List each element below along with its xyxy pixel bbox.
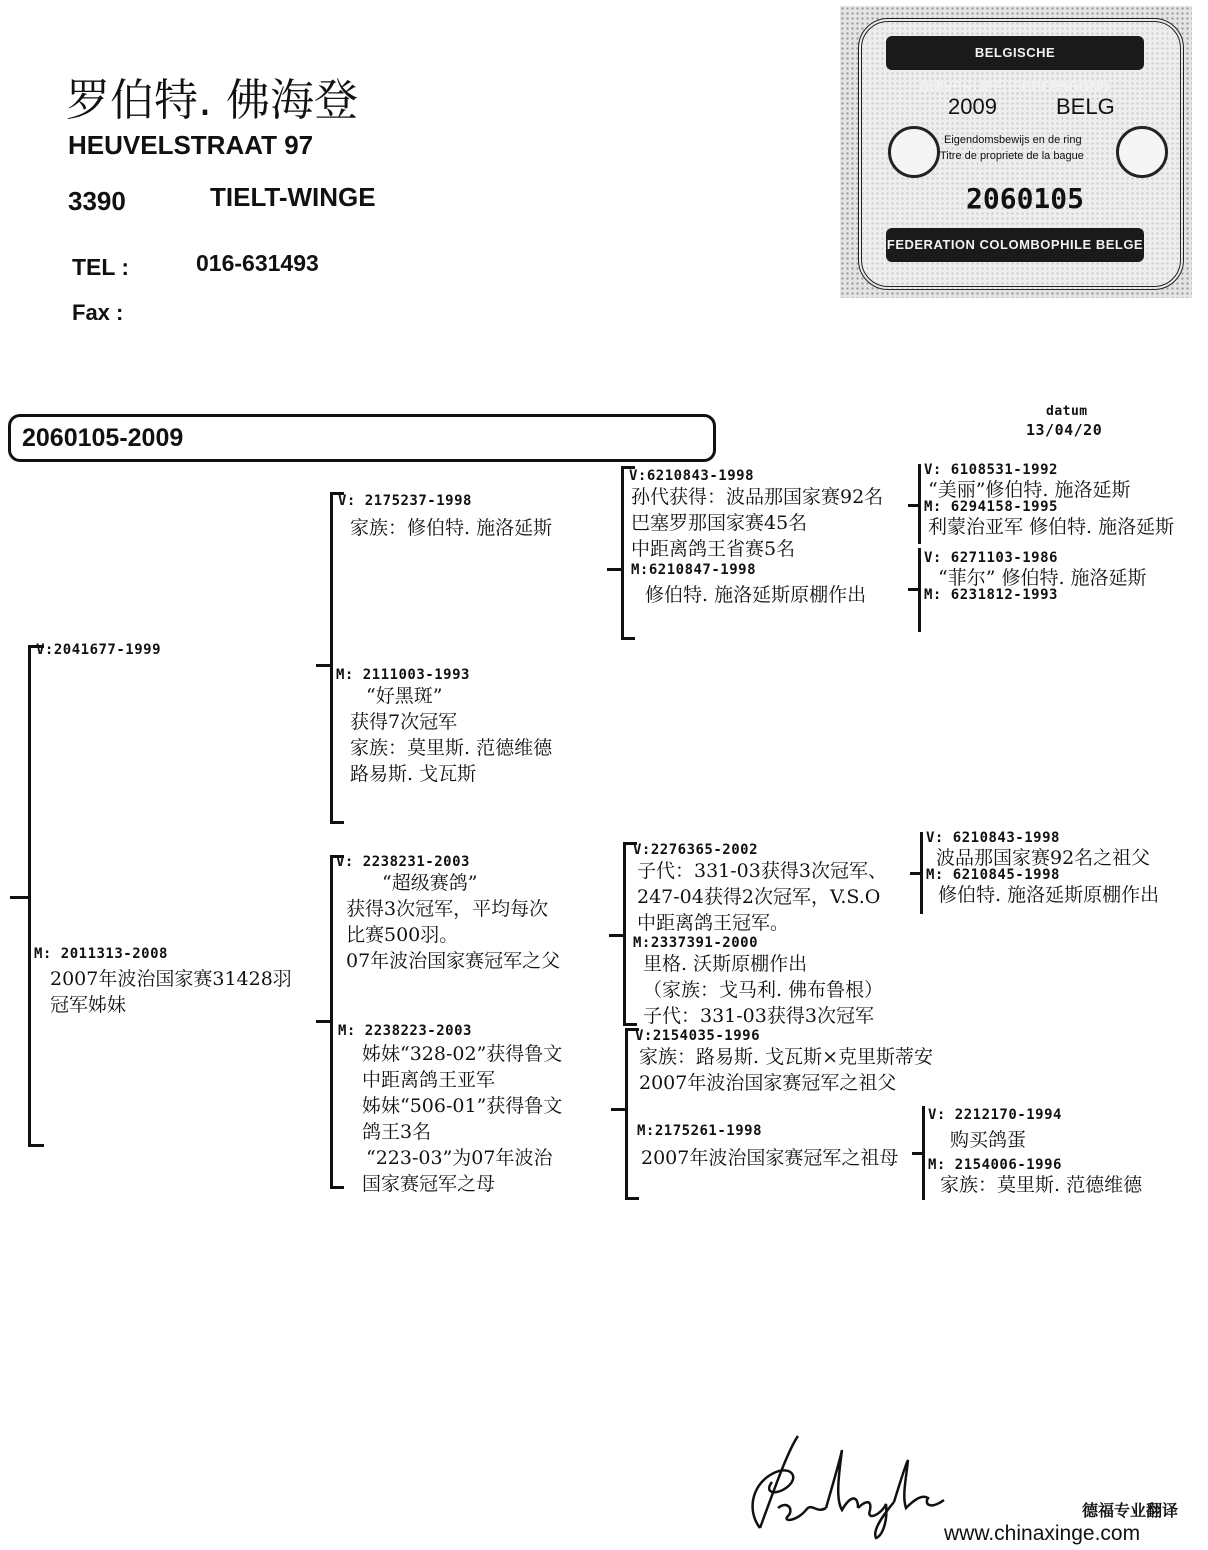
note-line: 中距离鸽王亚军 — [362, 1069, 496, 1091]
ring-id: V: 6271103-1986 — [924, 550, 1058, 566]
note-line: “超级赛鸽” — [382, 872, 478, 894]
ring-id: M: 6231812-1993 — [924, 587, 1058, 603]
dam-sire-entry — [336, 854, 560, 974]
ssdd-entry — [924, 587, 1058, 603]
ddd-entry — [637, 1123, 898, 1171]
certificate-line-nl: Eigendomsbewijs en de ring — [944, 134, 1082, 146]
note-line: 姊妹“506-01”获得鲁文 — [362, 1095, 563, 1117]
ring-id: V: 2175237-1998 — [338, 493, 472, 509]
note-line: 获得3次冠军，平均每次 — [346, 898, 549, 920]
ring-id: V: 2212170-1994 — [928, 1107, 1062, 1123]
note-line: 家族：莫里斯. 范德维德 — [940, 1174, 1143, 1196]
dsd-entry — [633, 935, 883, 1029]
note-line: 家族：修伯特. 施洛延斯 — [350, 517, 553, 539]
note-line: “美丽”修伯特. 施洛延斯 — [928, 479, 1131, 501]
note-line: 子代：331-03获得3次冠军、 — [637, 860, 887, 882]
ring-id: M: 2154006-1996 — [928, 1157, 1062, 1173]
note-line: （家族：戈马利. 佛布鲁根） — [643, 979, 884, 1001]
note-line: 比赛500羽。 — [346, 924, 459, 946]
certificate-number: 2060105 — [966, 182, 1085, 215]
note-line: 姊妹“328-02”获得鲁文 — [362, 1043, 563, 1065]
note-line: “好黑斑” — [366, 685, 443, 707]
website-watermark: www.chinaxinge.com — [944, 1522, 1141, 1545]
ddds-entry — [928, 1107, 1062, 1153]
owner-street: HEUVELSTRAAT 97 — [68, 130, 314, 160]
note-line: 家族：莫里斯. 范德维德 — [350, 737, 553, 759]
note-line: 巴塞罗那国家赛45名 — [631, 512, 808, 534]
note-line: 孙代获得：波品那国家赛92名 — [631, 486, 884, 508]
ring-id: V:2154035-1996 — [635, 1028, 761, 1044]
note-line: 2007年波治国家赛冠军之祖父 — [639, 1072, 897, 1094]
datum-value: 13/04/20 — [1026, 421, 1103, 439]
sire-sire-entry — [338, 493, 552, 541]
owner-name: 罗伯特. 佛海登 — [66, 75, 358, 126]
note-line: 2007年波治国家赛冠军之祖母 — [641, 1147, 899, 1169]
seal-icon — [888, 126, 940, 178]
note-line: 利蒙治亚军 修伯特. 施洛延斯 — [928, 516, 1175, 538]
ring-id: V: 2238231-2003 — [336, 854, 470, 870]
dddd-entry — [928, 1157, 1142, 1197]
ring-id: M:6210847-1998 — [631, 562, 757, 578]
dds-entry — [635, 1028, 933, 1096]
tel-label: TEL : — [72, 254, 130, 280]
note-line: 07年波治国家赛冠军之父 — [346, 950, 561, 972]
note-line: 子代：331-03获得3次冠军 — [643, 1005, 874, 1027]
note-line: 家族：路易斯. 戈瓦斯×克里斯蒂安 — [639, 1046, 933, 1068]
handwritten-signature — [716, 1430, 956, 1540]
certificate-country: BELG — [1056, 94, 1115, 119]
sssd-entry — [924, 499, 1174, 539]
ring-id: M:2337391-2000 — [633, 935, 759, 951]
note-line: 获得7次冠军 — [350, 711, 458, 733]
ring-id: M: 6294158-1995 — [924, 499, 1058, 515]
note-line: 修伯特. 施洛延斯原棚作出 — [938, 884, 1160, 906]
note-line: 中距离鸽王冠军。 — [637, 912, 790, 934]
translator-credit: 德福专业翻译 — [1082, 1501, 1179, 1520]
dam-entry — [34, 946, 292, 1018]
note-line: 鸽王3名 — [362, 1121, 432, 1143]
note-line: 修伯特. 施洛延斯原棚作出 — [645, 584, 867, 606]
ssd-entry — [631, 562, 866, 608]
ring-id: V:6210843-1998 — [629, 468, 755, 484]
ring-id: V:2276365-2002 — [633, 842, 759, 858]
ring-id: M: 2011313-2008 — [34, 946, 168, 962]
ring-id: M: 2111003-1993 — [336, 667, 470, 683]
owner-postcode: 3390 — [68, 186, 126, 216]
sire-entry — [36, 642, 161, 658]
note-line: 中距离鸽王省赛5名 — [631, 538, 796, 560]
ring-id: V:2041677-1999 — [36, 642, 162, 658]
sire-dam-entry — [336, 667, 552, 787]
ring-id: V: 6210843-1998 — [926, 830, 1060, 846]
ring-id: M:2175261-1998 — [637, 1123, 763, 1139]
note-line: 路易斯. 戈瓦斯 — [350, 763, 477, 785]
note-line: 2007年波治国家赛31428羽 — [50, 968, 292, 990]
certificate-top-banner: BELGISCHE DUIVENLIEFHEBBERSBOND — [886, 36, 1144, 70]
dssd-entry — [926, 867, 1159, 907]
dsss-entry — [926, 830, 1150, 870]
note-line: 冠军姊妹 — [50, 994, 127, 1016]
note-line: 247-04获得2次冠军，V.S.O — [637, 886, 881, 908]
note-line: 里格. 沃斯原棚作出 — [643, 953, 808, 975]
certificate-year: 2009 — [948, 94, 997, 119]
note-line: 购买鸽蛋 — [950, 1129, 1027, 1151]
pigeon-ring-number: 2060105-2009 — [22, 424, 184, 452]
note-line: “223-03”为07年波治 — [366, 1147, 553, 1169]
ssss-entry — [924, 462, 1131, 502]
datum-label: datum — [1046, 404, 1088, 419]
note-line: 波品那国家赛92名之祖父 — [936, 847, 1151, 869]
tel-value: 016-631493 — [196, 250, 319, 276]
note-line: “菲尔” 修伯特. 施洛延斯 — [938, 567, 1147, 589]
ring-id: V: 6108531-1992 — [924, 462, 1058, 478]
owner-city: TIELT-WINGE — [210, 182, 376, 212]
ring-id: M: 6210845-1998 — [926, 867, 1060, 883]
ssds-entry — [924, 550, 1147, 590]
certificate-line-fr: Titre de propriete de la bague — [940, 150, 1084, 162]
fax-label: Fax : — [72, 300, 124, 325]
dss-entry — [633, 842, 887, 936]
ring-id: M: 2238223-2003 — [338, 1023, 472, 1039]
note-line: 国家赛冠军之母 — [362, 1173, 496, 1195]
certificate-bottom-banner: FEDERATION COLOMBOPHILE BELGE — [886, 228, 1144, 262]
sss-entry — [629, 468, 883, 562]
crown-seal-icon — [1116, 126, 1168, 178]
ownership-certificate — [840, 6, 1192, 298]
dam-dam-entry — [338, 1023, 562, 1197]
